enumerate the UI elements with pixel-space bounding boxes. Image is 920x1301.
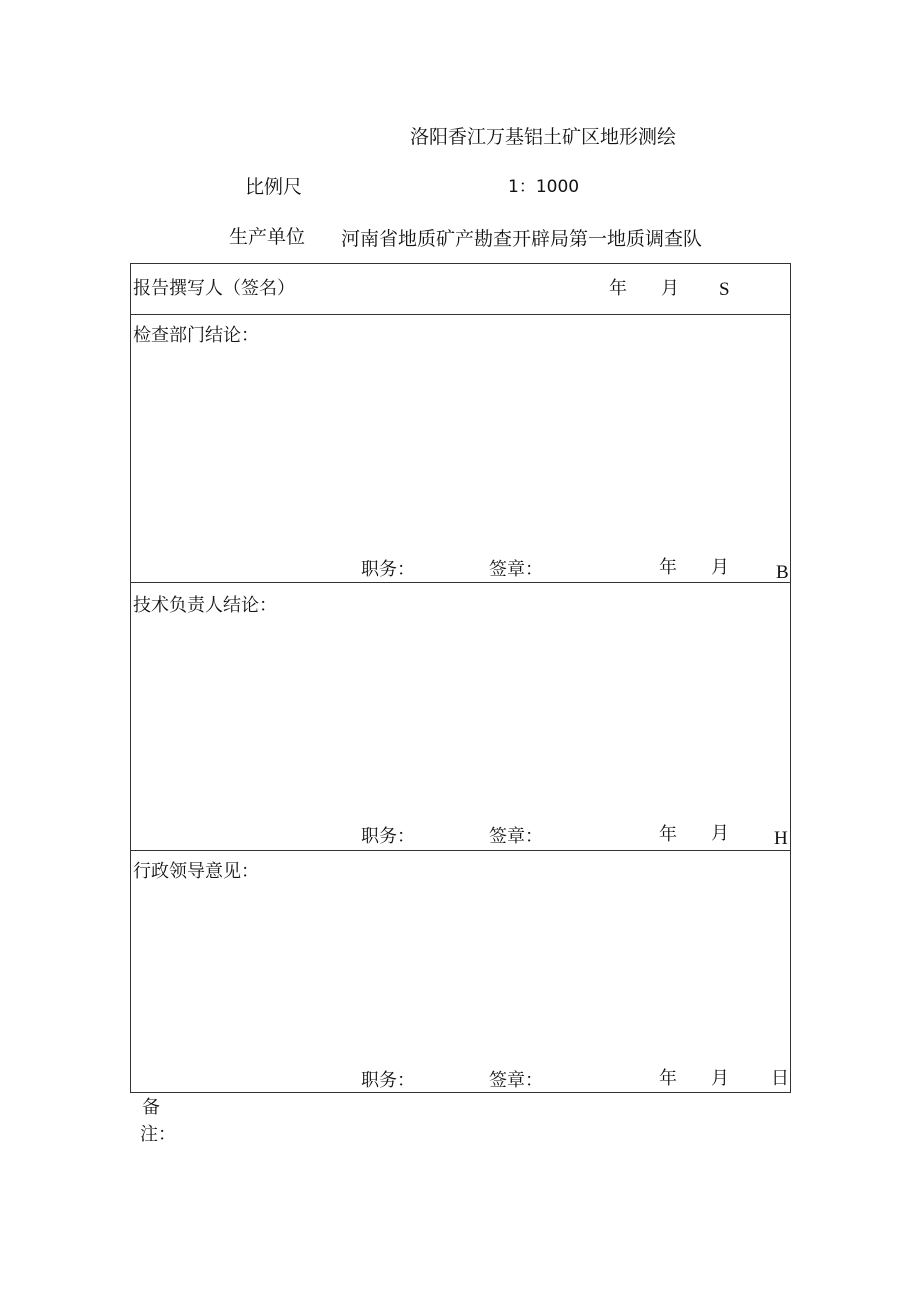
inspection-year: 年 xyxy=(659,557,677,578)
producer-label: 生产单位 xyxy=(229,226,306,248)
remarks-label-line2: 注： xyxy=(140,1124,176,1145)
inspection-seal-label: 签章： xyxy=(489,559,543,580)
inspection-day: B xyxy=(776,562,789,583)
administrative-month: 月 xyxy=(711,1068,729,1089)
technical-day: H xyxy=(774,828,788,849)
inspection-position-label: 职务： xyxy=(361,559,415,580)
scale-value: 1：1000 xyxy=(508,177,580,197)
remarks-label-line1: 备 xyxy=(142,1097,160,1118)
technical-seal-label: 签章： xyxy=(489,826,543,847)
writer-year: 年 xyxy=(609,278,627,299)
administrative-day: 日 xyxy=(771,1068,789,1089)
administrative-seal-label: 签章： xyxy=(489,1070,543,1091)
administrative-year: 年 xyxy=(659,1068,677,1089)
approval-form xyxy=(130,263,791,1093)
inspection-title: 检查部门结论： xyxy=(133,325,259,346)
producer-value: 河南省地质矿产勘查开辟局第一地质调查队 xyxy=(341,228,703,250)
writer-month: 月 xyxy=(661,278,679,299)
inspection-month: 月 xyxy=(711,557,729,578)
administrative-position-label: 职务： xyxy=(361,1070,415,1091)
technical-position-label: 职务： xyxy=(361,826,415,847)
technical-title: 技术负责人结论： xyxy=(133,595,277,616)
administrative-title: 行政领导意见： xyxy=(133,861,259,882)
technical-year: 年 xyxy=(659,824,677,845)
writer-day: S xyxy=(719,279,730,300)
inspection-section xyxy=(131,315,790,583)
administrative-section xyxy=(131,851,790,1092)
technical-section xyxy=(131,583,790,851)
technical-month: 月 xyxy=(711,823,729,844)
scale-label: 比例尺 xyxy=(245,176,303,198)
document-title: 洛阳香江万基铝土矿区地形测绘 xyxy=(410,126,677,148)
writer-label: 报告撰写人（签名） xyxy=(133,278,295,299)
writer-row xyxy=(131,264,790,315)
